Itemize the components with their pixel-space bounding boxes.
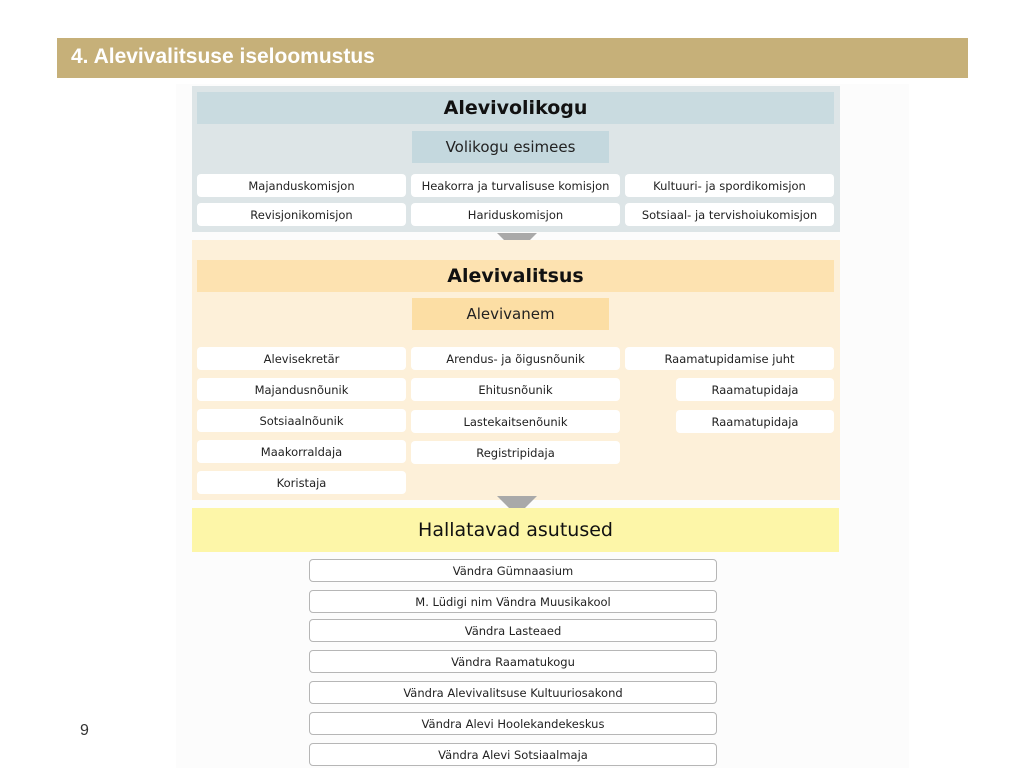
- committee-box: Sotsiaal- ja tervishoiukomisjon: [625, 203, 834, 226]
- institution-box: Vändra Raamatukogu: [309, 650, 717, 673]
- slide-title-bar: [57, 38, 968, 78]
- accountant-box: Raamatupidaja: [676, 378, 834, 401]
- government-title: Alevivalitsus: [197, 260, 834, 292]
- council-chair: Volikogu esimees: [412, 131, 609, 163]
- council-title: Alevivolikogu: [197, 92, 834, 124]
- staff-box: Majandusnõunik: [197, 378, 406, 401]
- government-head: Alevivanem: [412, 298, 609, 330]
- committee-box: Kultuuri- ja spordikomisjon: [625, 174, 834, 197]
- institution-box: M. Lüdigi nim Vändra Muusikakool: [309, 590, 717, 613]
- staff-box: Registripidaja: [411, 441, 620, 464]
- committee-box: Hariduskomisjon: [411, 203, 620, 226]
- staff-box: Alevisekretär: [197, 347, 406, 370]
- institution-box: Vändra Alevi Hoolekandekeskus: [309, 712, 717, 735]
- institutions-title: Hallatavad asutused: [192, 508, 839, 552]
- page-number: 9: [80, 722, 89, 739]
- staff-box: Maakorraldaja: [197, 440, 406, 463]
- committee-box: Majanduskomisjon: [197, 174, 406, 197]
- staff-box: Koristaja: [197, 471, 406, 494]
- committee-box: Heakorra ja turvalisuse komisjon: [411, 174, 620, 197]
- committee-box: Revisjonikomisjon: [197, 203, 406, 226]
- institution-box: Vändra Lasteaed: [309, 619, 717, 642]
- staff-box: Sotsiaalnõunik: [197, 409, 406, 432]
- staff-box: Arendus- ja õigusnõunik: [411, 347, 620, 370]
- accountant-box: Raamatupidaja: [676, 410, 834, 433]
- institution-box: Vändra Gümnaasium: [309, 559, 717, 582]
- slide-title: 4. Alevivalitsuse iseloomustus: [71, 45, 375, 68]
- staff-box: Lastekaitsenõunik: [411, 410, 620, 433]
- staff-box: Ehitusnõunik: [411, 378, 620, 401]
- accounting-head-box: Raamatupidamise juht: [625, 347, 834, 370]
- institution-box: Vändra Alevi Sotsiaalmaja: [309, 743, 717, 766]
- institution-box: Vändra Alevivalitsuse Kultuuriosakond: [309, 681, 717, 704]
